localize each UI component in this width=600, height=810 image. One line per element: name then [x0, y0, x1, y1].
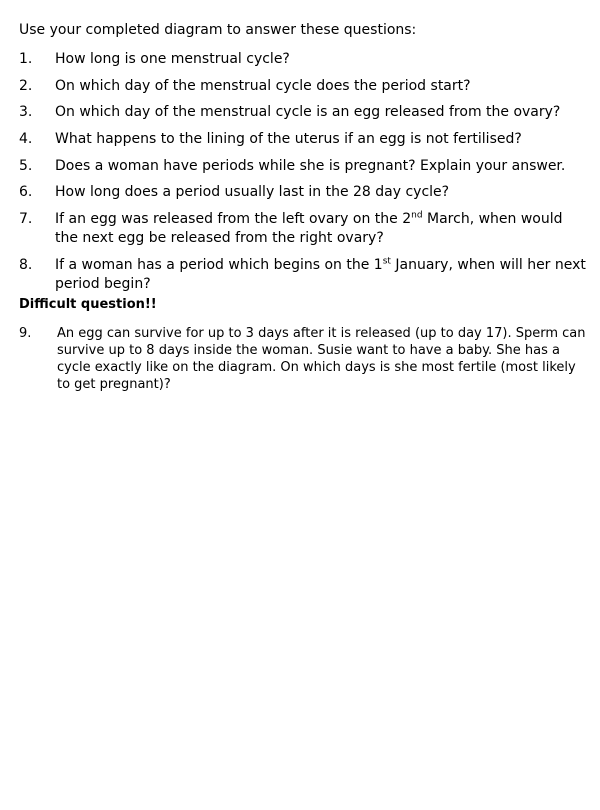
question-number: 5.: [19, 158, 33, 174]
question-4: [19, 130, 589, 149]
question-2: [19, 77, 589, 96]
ordinal-suffix: st: [382, 256, 391, 267]
question-number: 6.: [19, 184, 33, 200]
question-number: 2.: [19, 78, 33, 94]
question-6: [19, 183, 589, 202]
question-number: 8.: [19, 257, 33, 273]
question-number: 4.: [19, 131, 33, 147]
question-text: If an egg was released from the left ovary on the 2nd March, when would the next egg be released from the right ovary?: [55, 210, 563, 246]
question-7: [19, 210, 589, 248]
question-text: If a woman has a period which begins on the 1st January, when will her next period begin?: [55, 256, 586, 292]
question-text: On which day of the menstrual cycle does the period start?: [55, 78, 471, 94]
instructions: Use your completed diagram to answer these questions:: [19, 22, 417, 38]
question-number: 3.: [19, 104, 33, 120]
question-text: An egg can survive for up to 3 days after it is released (up to day 17). Sperm can survive up to 8 days inside the woman. Susie want to have a baby. She has a cycle exactly like on the diagram. On which days is she most fertile (most likely to get pregnant)?: [57, 326, 586, 392]
question-number: 1.: [19, 51, 33, 67]
question-text: What happens to the lining of the uterus if an egg is not fertilised?: [55, 131, 522, 147]
question-1: [19, 50, 589, 69]
question-5: [19, 157, 589, 176]
question-9: [19, 325, 589, 393]
ordinal-suffix: nd: [411, 210, 423, 221]
difficult-question-heading: Difficult question!!: [19, 297, 157, 312]
question-text: How long does a period usually last in the 28 day cycle?: [55, 184, 450, 200]
question-number: 9.: [19, 326, 32, 341]
question-text: How long is one menstrual cycle?: [55, 51, 290, 67]
question-8: [19, 256, 589, 294]
question-text: On which day of the menstrual cycle is an egg released from the ovary?: [55, 104, 561, 120]
question-number: 7.: [19, 211, 33, 227]
question-3: [19, 103, 589, 122]
question-text: Does a woman have periods while she is pregnant? Explain your answer.: [55, 158, 566, 174]
